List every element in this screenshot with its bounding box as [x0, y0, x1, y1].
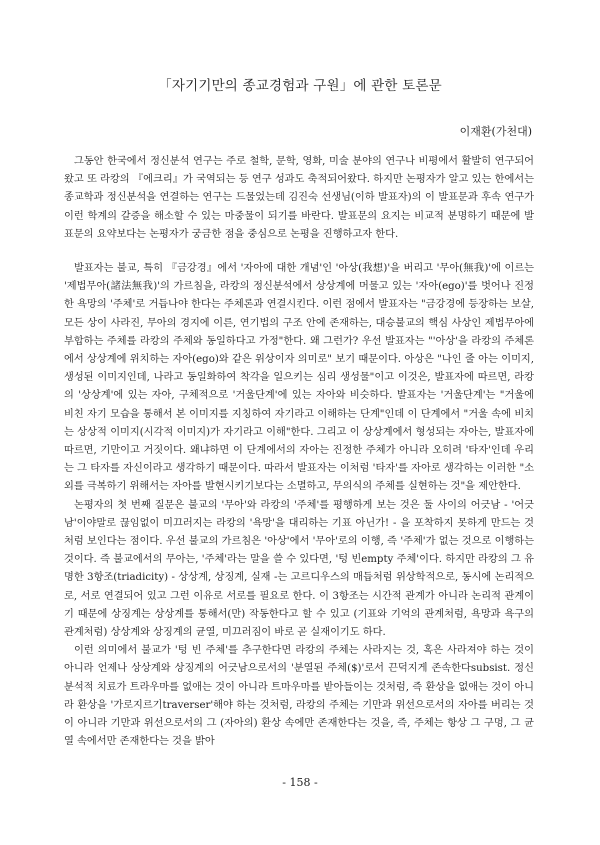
author-affiliation: 이재환(가천대): [459, 125, 532, 138]
paragraph-intro: 그동안 한국에서 정신분석 연구는 주로 철학, 문학, 영화, 미술 분야의 연구나 비평에서 활발히 연구되어 왔고 또 라캉의 『에크리』가 국역되는 등 연구 성과도 축적되어왔다. 하지만 논평자가 알고 있는 한에서는 종교학과 정신분석을 연결하는 연구는 드물었는데 김진숙 선생님(이하 발표자)의 이 발표문과 후속 연구가 이런 학계의 갈증을 해소할 수 있는 마중물이 되기를 바란다. 발표문의 요지는 비교적 분명하기 때문에 발표문의 요약보다는 논평자가 궁금한 점을 중심으로 논평을 진행하고자 한다.: [64, 156, 534, 240]
paragraph-summary: 발표자는 불교, 특히 『금강경』에서 '자아에 대한 개념'인 '아상(我想)'을 버리고 '무아(無我)'에 이르는 '제법무아(諸法無我)'의 가르침을, 라캉의 정신분석에서 상상계에 머물고 있는 '자아(ego)'를 벗어나 진정한 욕망의 '주체'로 거듭나야 한다는 주체론과 연결시킨다. 이런 점에서 발표자는 "금강경에 등장하는 보살, 모든 상이 사라진, 무아의 경지에 이른, 연기법의 구조 안에 존재하는, 대승불교의 핵심 사상인 제법무아에 부합하는 주체를 라캉의 주체와 동일하다고 가정"한다. 왜 그런가? 우선 발표자는 "'아상'을 라캉의 주체론에서 상상계에 위치하는 자아(ego)와 같은 위상이자 의미로" 보기 때문이다. 아상은 "나인 줄 아는 이미지, 생성된 이미지인데, 나라고 동일화하여 착각을 일으키는 심리 생성물"이고 이것은, 발표자에 따르면, 라캉의 '상상계'에 있는 자아, 구체적으로 '거울단계'에 있는 자아와 비슷하다. 발표자는 '거울단계'는 "거울에 비친 자기 모습을 통해서 본 이미지를 지칭하여 자기라고 이해하는 단계"인데 이 단계에서 "거울 속에 비치는 상상적 이미지(시각적 이미지)가 자기라고 이해"한다. 그리고 이 상상계에서 형성되는 자아는, 발표자에 따르면, 기만이고 거짓이다. 왜냐하면 이 단계에서의 자아는 진정한 주체가 아니라 오히려 '타자'인데 우리는 그 타자를 자신이라고 생각하기 때문이다. 따라서 발표자는 이처럼 '타자'를 자아로 생각하는 이러한 "소외를 극복하기 위해서는 자아를 발현시키기보다는 소멸하고, 무의식의 주체를 실현하는 것"을 제안한다.: [64, 263, 534, 493]
body-text: [64, 153, 534, 752]
paragraph-first-question: 논평자의 첫 번째 질문은 불교의 '무아'와 라캉의 '주체'를 평행하게 보는 것은 둘 사이의 어긋남 - '어긋남'이야말로 끊임없이 미끄러지는 라캉의 '욕망'을 대리하는 기표 아닌가! - 을 포착하지 못하게 만드는 것처럼 보인다는 점이다. 우선 불교의 가르침은 '아상'에서 '무아'로의 이행, 즉 '주체'가 없는 것으로 이행하는 것이다. 즉 불교에서의 무아는, '주체'라는 말을 쓸 수 있다면, '텅 빈empty 주체'이다. 하지만 라캉의 그 유명한 3항조(triadicity) - 상상계, 상징계, 실재 -는 고르디우스의 매듭처럼 위상학적으로, 동시에 논리적으로, 서로 연결되어 있고 그런 이유로 서로를 필요로 한다. 이 3항조는 시간적 관계가 아니라 논리적 관계이기 때문에 상징계는 상상계를 통해서(만) 작동한다고 할 수 있고 (기표와 기억의 관계처럼, 욕망과 욕구의 관계처럼) 상상계와 상징계의 균열, 미끄러짐이 바로 곧 실재이기도 하다.: [64, 499, 534, 639]
document-title: 「자기기만의 종교경험과 구원」에 관한 토론문: [158, 78, 442, 94]
paragraph-subject: 이런 의미에서 불교가 '텅 빈 주체'를 추구한다면 라캉의 주체는 사라지는 것, 혹은 사라져야 하는 것이 아니라 언제나 상상계와 상징계의 어긋남으로서의 '분열된 주체($)'로서 끈덕지게 존속한다subsist. 정신분석적 치료가 트라우마를 없애는 것이 아니라 트마우마를 받아들이는 것처럼, 즉 환상을 없애는 것이 아니라 환상을 '가로지르기traverser'해야 하는 것처럼, 라캉의 주체는 기만과 위선으로서의 자아를 버리는 것이 아니라 기만과 위선으로서의 그 (자아의) 환상 속에만 존재한다는 것을, 즉, 주체는 항상 그 구멍, 그 균열 속에서만 존재한다는 것을 밝아: [64, 645, 534, 748]
page-number: - 158 -: [282, 776, 318, 789]
